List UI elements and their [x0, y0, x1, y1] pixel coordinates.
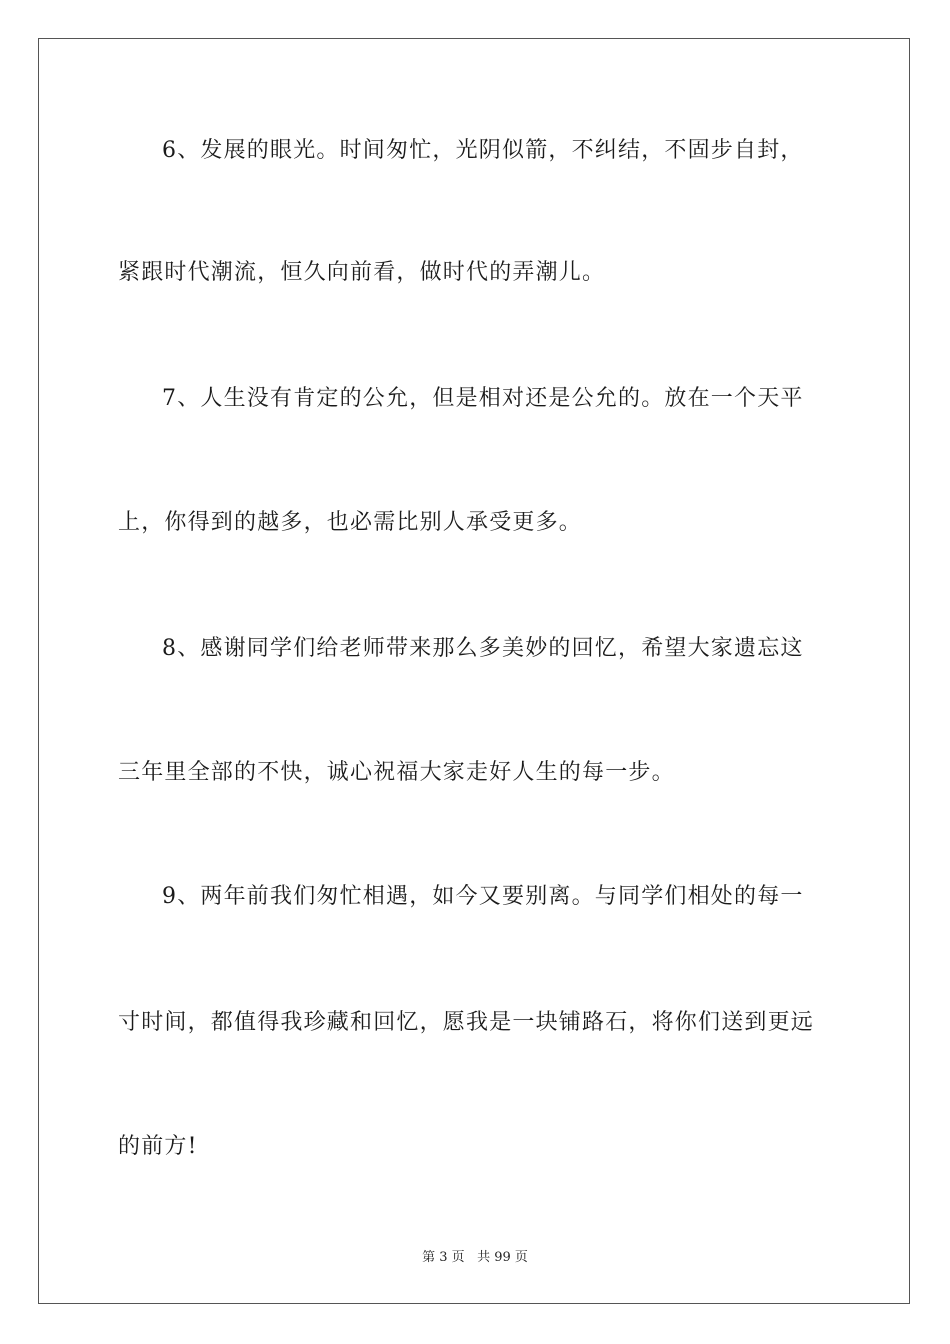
- paragraph-6-line-2: 紧跟时代潮流，恒久向前看，做时代的弄潮儿。: [118, 260, 606, 285]
- paragraph-7-line-1: 7、人生没有肯定的公允，但是相对还是公允的。放在一个天平: [162, 386, 804, 411]
- page-total: 共 99 页: [477, 1250, 528, 1265]
- page-footer: [0, 1246, 950, 1265]
- paragraph-7-line-2: 上，你得到的越多，也必需比别人承受更多。: [118, 510, 583, 535]
- paragraph-9-line-2: 寸时间，都值得我珍藏和回忆，愿我是一块铺路石，将你们送到更远: [118, 1010, 815, 1035]
- paragraph-6-line-1: 6、发展的眼光。时间匆忙，光阴似箭，不纠结，不固步自封，: [162, 138, 804, 163]
- paragraph-8-line-1: 8、感谢同学们给老师带来那么多美妙的回忆，希望大家遗忘这: [162, 636, 804, 661]
- page-number: 第 3 页: [422, 1250, 465, 1265]
- paragraph-9-line-1: 9、两年前我们匆忙相遇，如今又要别离。与同学们相处的每一: [162, 884, 804, 909]
- paragraph-9-line-3: 的前方!: [118, 1134, 198, 1159]
- paragraph-8-line-2: 三年里全部的不快，诚心祝福大家走好人生的每一步。: [118, 760, 675, 785]
- page-border: [38, 38, 910, 1304]
